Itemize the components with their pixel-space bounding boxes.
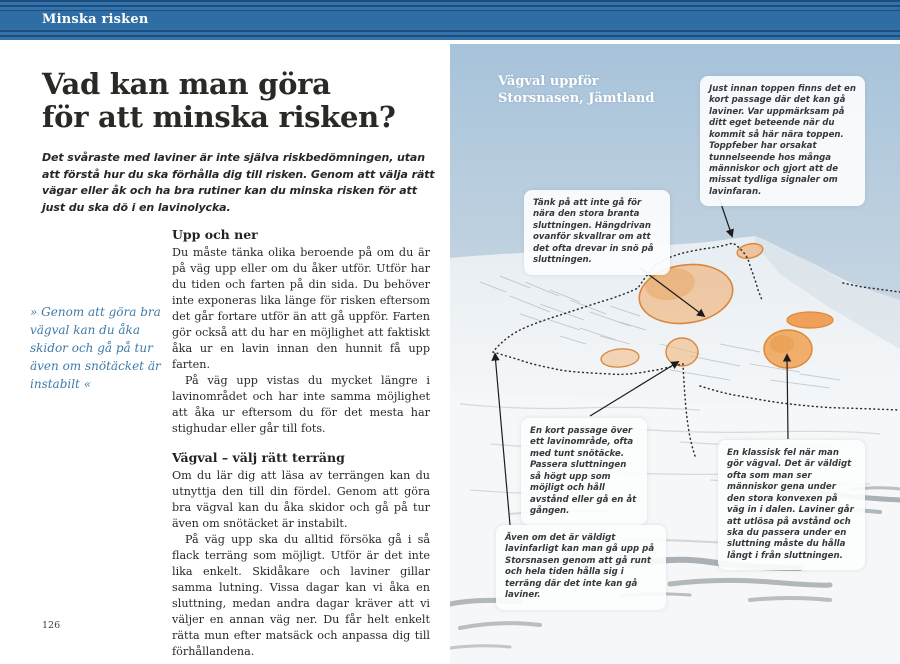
body-paragraph: På väg upp ska du alltid försöka gå i så flack terräng som möjligt. Utför är det inte lika enkelt. Skidåkare och laviner gillar samma lutning. Vissa dagar kan vi åka en sluttning, medan andra dagar kräver att vi väljer en annan väg ner. Du får helt enkelt rätta mun efter matsäck och anpassa dig till förhållandena. <box>172 533 430 659</box>
avalanche-zone-right-band <box>787 312 833 328</box>
chapter-banner-band <box>0 11 900 29</box>
section-heading-vagval: Vägval – välj rätt terräng <box>172 450 345 466</box>
photo-title-line1: Vägval uppför <box>498 74 599 89</box>
page-number: 126 <box>42 620 61 631</box>
page-title <box>42 68 442 134</box>
avalanche-zone-convex-core <box>770 335 794 353</box>
section-heading-upp-och-ner: Upp och ner <box>172 227 258 242</box>
page-title-line1: Vad kan man göra <box>42 67 331 101</box>
photo-title-line2: Storsnasen, Jämtland <box>498 90 655 106</box>
callout-classic-mistake: En klassisk fel när man gör vägval. Det är väldigt ofta som man ser människor gena under den stora konvexen på väg in i dalen. Laviner går att utlösa på avstånd och ska du passera under en sluttning måste du hålla långt i från sluttningen. <box>718 440 865 570</box>
callout-steep-slope: Tänk på att inte gå för nära den stora branta sluttningen. Hängdrivan ovanför skvallrar om att det ofta drevar in snö på sluttningen. <box>524 190 670 275</box>
callout-safe-route: Även om det är väldigt lavinfarligt kan man gå upp på Storsnasen genom att gå runt och hela tiden hålla sig i terräng där det inte kan gå laviner. <box>496 525 666 610</box>
photo-title <box>498 74 654 108</box>
mountain-photo <box>450 44 900 664</box>
body-paragraph: Du måste tänka olika beroende på om du är på väg upp eller om du åker utför. Utför har du tiden och farten på din sida. Du behöver inte exponeras lika länge för risken eftersom det går fortare utför än att gå uppför. Farten gör också att du har en möjlighet att faktiskt åka ur en lavin innan den hunnit få upp farten. <box>172 246 430 372</box>
page-title-line2: för att minska risken? <box>42 99 396 134</box>
avalanche-zone-passage <box>666 338 698 366</box>
body-paragraph: På väg upp vistas du mycket längre i lavinområdet och har inte samma möjlighet att åka ur eftersom du för det mesta har stighudar eller går till fots. <box>172 374 430 436</box>
chapter-banner <box>0 0 900 40</box>
body-text-column <box>172 227 430 660</box>
body-paragraph: Om du lär dig att läsa av terrängen kan du utnyttja den till din fördel. Genom att göra bra vägval kan du åka skidor och gå på tur även om snötäcket är instabilt. <box>172 469 430 531</box>
callout-short-passage: En kort passage över ett lavinområde, ofta med tunt snötäcke. Passera sluttningen så högt upp som möjligt och håll avstånd eller gå en åt gången. <box>521 418 647 525</box>
pull-quote: » Genom att göra bra vägval kan du åka skidor och gå på tur även om snötäcket är instabilt « <box>30 305 161 391</box>
callout-summit-passage: Just innan toppen finns det en kort passage där det kan gå laviner. Var uppmärksam på ditt eget beteende när du kommit så här nära toppen. Toppfeber har orsakat tunnelseende hos många människor och gjort att de missat tydliga signaler om lavinfaran. <box>700 76 865 206</box>
intro-paragraph: Det svåraste med laviner är inte själva riskbedömningen, utan att förstå hur du ska förhålla dig till risken. Genom att välja rätt vägar eller åk och ha bra rutiner kan du minska risken för att just du ska dö i en lavinolycka. <box>42 151 435 214</box>
chapter-title: Minska risken <box>42 12 149 27</box>
